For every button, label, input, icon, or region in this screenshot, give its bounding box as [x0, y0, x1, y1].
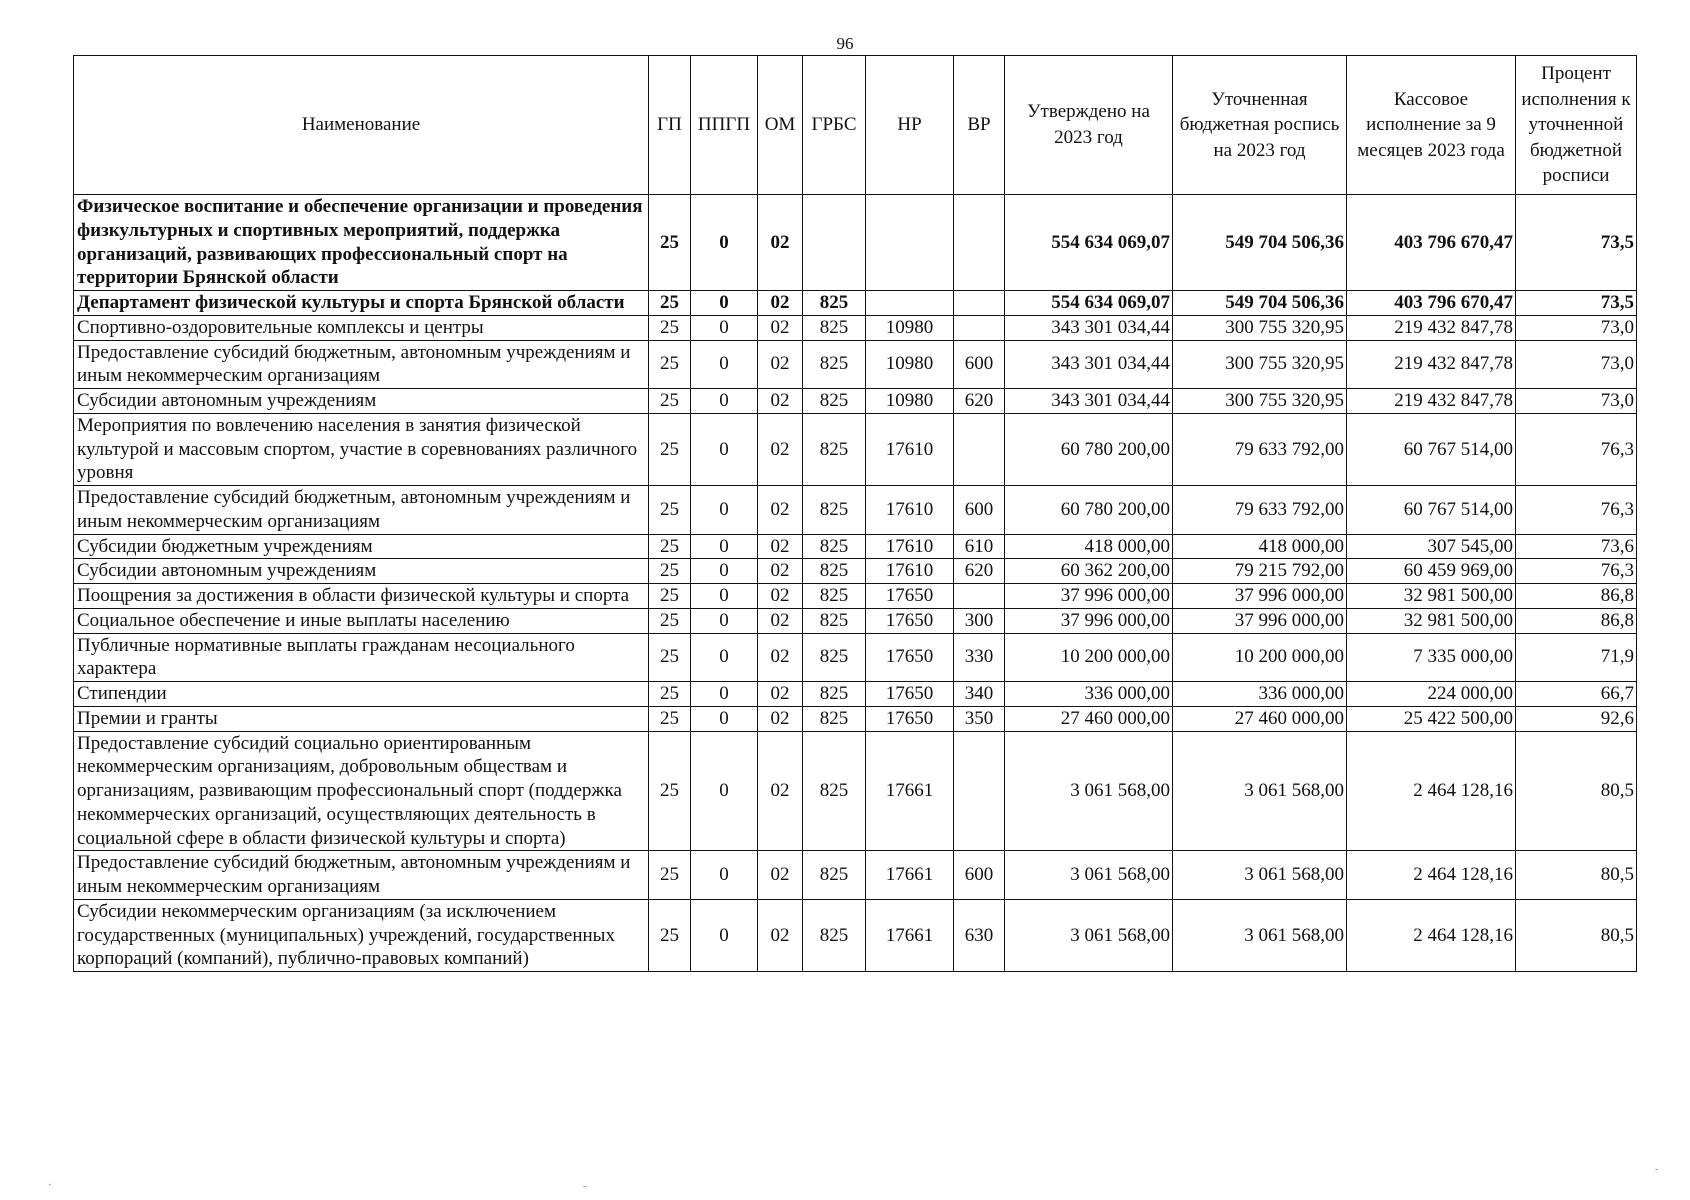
cell-name: Поощрения за достижения в области физической культуры и спорта	[74, 584, 649, 609]
cell-om: 02	[758, 340, 803, 389]
cell-approved: 343 301 034,44	[1005, 315, 1173, 340]
cell-vr: 350	[954, 706, 1005, 731]
budget-table	[73, 55, 1637, 972]
cell-refined: 300 755 320,95	[1173, 389, 1347, 414]
cell-nr: 10980	[866, 340, 954, 389]
cell-percent: 80,5	[1516, 731, 1637, 851]
cell-refined: 3 061 568,00	[1173, 851, 1347, 900]
cell-vr: 340	[954, 682, 1005, 707]
cell-gp: 25	[649, 340, 691, 389]
cell-grbs: 825	[803, 899, 866, 971]
cell-approved: 60 780 200,00	[1005, 486, 1173, 535]
cell-gp: 25	[649, 291, 691, 316]
cell-percent: 73,6	[1516, 534, 1637, 559]
cell-gp: 25	[649, 584, 691, 609]
cell-grbs: 825	[803, 486, 866, 535]
cell-refined: 10 200 000,00	[1173, 633, 1347, 682]
cell-grbs: 825	[803, 682, 866, 707]
cell-percent: 86,8	[1516, 608, 1637, 633]
cell-nr	[866, 291, 954, 316]
cell-ppgp: 0	[691, 389, 758, 414]
cell-ppgp: 0	[691, 195, 758, 291]
table-row	[74, 682, 1637, 707]
cell-percent: 92,6	[1516, 706, 1637, 731]
cell-ppgp: 0	[691, 633, 758, 682]
cell-cash: 403 796 670,47	[1347, 291, 1516, 316]
cell-vr	[954, 315, 1005, 340]
header-gp: ГП	[649, 56, 691, 195]
cell-percent: 71,9	[1516, 633, 1637, 682]
table-row	[74, 706, 1637, 731]
cell-nr: 17650	[866, 584, 954, 609]
header-nr: НР	[866, 56, 954, 195]
cell-cash: 60 767 514,00	[1347, 413, 1516, 485]
cell-grbs: 825	[803, 706, 866, 731]
cell-nr: 17650	[866, 682, 954, 707]
cell-cash: 60 459 969,00	[1347, 559, 1516, 584]
cell-name: Спортивно-оздоровительные комплексы и центры	[74, 315, 649, 340]
cell-vr	[954, 195, 1005, 291]
cell-approved: 60 362 200,00	[1005, 559, 1173, 584]
table-row	[74, 340, 1637, 389]
cell-om: 02	[758, 291, 803, 316]
cell-gp: 25	[649, 899, 691, 971]
cell-refined: 549 704 506,36	[1173, 291, 1347, 316]
cell-gp: 25	[649, 389, 691, 414]
table-row	[74, 559, 1637, 584]
cell-nr: 17610	[866, 534, 954, 559]
table-row	[74, 731, 1637, 851]
cell-vr: 600	[954, 486, 1005, 535]
cell-name: Предоставление субсидий бюджетным, автономным учреждениям и иным некоммерческим организациям	[74, 486, 649, 535]
cell-cash: 219 432 847,78	[1347, 315, 1516, 340]
cell-om: 02	[758, 731, 803, 851]
cell-gp: 25	[649, 315, 691, 340]
cell-cash: 60 767 514,00	[1347, 486, 1516, 535]
cell-vr	[954, 731, 1005, 851]
cell-om: 02	[758, 899, 803, 971]
table-row	[74, 195, 1637, 291]
cell-ppgp: 0	[691, 706, 758, 731]
cell-gp: 25	[649, 633, 691, 682]
cell-vr	[954, 584, 1005, 609]
cell-percent: 76,3	[1516, 559, 1637, 584]
cell-refined: 27 460 000,00	[1173, 706, 1347, 731]
cell-grbs: 825	[803, 633, 866, 682]
table-row	[74, 291, 1637, 316]
cell-nr	[866, 195, 954, 291]
cell-grbs: 825	[803, 389, 866, 414]
cell-name: Публичные нормативные выплаты гражданам несоциального характера	[74, 633, 649, 682]
cell-approved: 37 996 000,00	[1005, 584, 1173, 609]
cell-gp: 25	[649, 195, 691, 291]
cell-percent: 76,3	[1516, 413, 1637, 485]
header-ppgp: ППГП	[691, 56, 758, 195]
cell-vr: 600	[954, 851, 1005, 900]
cell-refined: 79 215 792,00	[1173, 559, 1347, 584]
cell-om: 02	[758, 486, 803, 535]
cell-vr	[954, 291, 1005, 316]
table-row	[74, 413, 1637, 485]
cell-nr: 17650	[866, 706, 954, 731]
cell-cash: 2 464 128,16	[1347, 899, 1516, 971]
cell-percent: 86,8	[1516, 584, 1637, 609]
cell-vr: 630	[954, 899, 1005, 971]
table-row	[74, 899, 1637, 971]
table-body	[74, 195, 1637, 972]
cell-om: 02	[758, 682, 803, 707]
cell-vr: 620	[954, 389, 1005, 414]
cell-percent: 73,5	[1516, 291, 1637, 316]
cell-ppgp: 0	[691, 608, 758, 633]
cell-ppgp: 0	[691, 340, 758, 389]
cell-grbs: 825	[803, 559, 866, 584]
cell-cash: 2 464 128,16	[1347, 851, 1516, 900]
cell-name: Субсидии некоммерческим организациям (за исключением государственных (муниципальных) учреждений, государственных корпораций (компаний), публично-правовых компаний)	[74, 899, 649, 971]
cell-om: 02	[758, 389, 803, 414]
cell-name: Физическое воспитание и обеспечение организации и проведения физкультурных и спортивных мероприятий, поддержка организаций, развивающих профессиональный спорт на территории Брянской области	[74, 195, 649, 291]
table-row	[74, 608, 1637, 633]
cell-refined: 418 000,00	[1173, 534, 1347, 559]
cell-vr: 600	[954, 340, 1005, 389]
header-vr: ВР	[954, 56, 1005, 195]
table-row	[74, 486, 1637, 535]
cell-grbs: 825	[803, 291, 866, 316]
cell-name: Мероприятия по вовлечению населения в занятия физической культурой и массовым спортом, участие в соревнованиях различного уровня	[74, 413, 649, 485]
cell-percent: 66,7	[1516, 682, 1637, 707]
cell-percent: 80,5	[1516, 851, 1637, 900]
cell-refined: 549 704 506,36	[1173, 195, 1347, 291]
cell-om: 02	[758, 195, 803, 291]
cell-nr: 10980	[866, 315, 954, 340]
cell-grbs: 825	[803, 534, 866, 559]
cell-gp: 25	[649, 851, 691, 900]
cell-refined: 336 000,00	[1173, 682, 1347, 707]
cell-nr: 17650	[866, 633, 954, 682]
cell-om: 02	[758, 413, 803, 485]
cell-cash: 403 796 670,47	[1347, 195, 1516, 291]
cell-vr	[954, 413, 1005, 485]
header-cash: Кассовое исполнение за 9 месяцев 2023 года	[1347, 56, 1516, 195]
cell-om: 02	[758, 608, 803, 633]
cell-ppgp: 0	[691, 899, 758, 971]
cell-vr: 610	[954, 534, 1005, 559]
cell-ppgp: 0	[691, 851, 758, 900]
cell-gp: 25	[649, 413, 691, 485]
cell-grbs: 825	[803, 731, 866, 851]
cell-vr: 620	[954, 559, 1005, 584]
cell-ppgp: 0	[691, 486, 758, 535]
cell-cash: 224 000,00	[1347, 682, 1516, 707]
cell-cash: 7 335 000,00	[1347, 633, 1516, 682]
cell-percent: 73,0	[1516, 315, 1637, 340]
cell-grbs: 825	[803, 584, 866, 609]
table-header	[74, 56, 1637, 195]
page-number: 96	[836, 34, 854, 53]
cell-nr: 17610	[866, 559, 954, 584]
cell-percent: 73,5	[1516, 195, 1637, 291]
header-approved: Утверждено на 2023 год	[1005, 56, 1173, 195]
cell-percent: 73,0	[1516, 340, 1637, 389]
cell-cash: 32 981 500,00	[1347, 608, 1516, 633]
cell-om: 02	[758, 633, 803, 682]
cell-grbs: 825	[803, 340, 866, 389]
cell-approved: 37 996 000,00	[1005, 608, 1173, 633]
cell-nr: 17650	[866, 608, 954, 633]
cell-name: Предоставление субсидий бюджетным, автономным учреждениям и иным некоммерческим организациям	[74, 851, 649, 900]
cell-gp: 25	[649, 559, 691, 584]
cell-name: Предоставление субсидий бюджетным, автономным учреждениям и иным некоммерческим организациям	[74, 340, 649, 389]
table-row	[74, 851, 1637, 900]
cell-cash: 2 464 128,16	[1347, 731, 1516, 851]
cell-refined: 79 633 792,00	[1173, 486, 1347, 535]
cell-nr: 17661	[866, 899, 954, 971]
cell-nr: 17610	[866, 486, 954, 535]
cell-grbs: 825	[803, 315, 866, 340]
cell-gp: 25	[649, 731, 691, 851]
cell-ppgp: 0	[691, 559, 758, 584]
cell-grbs: 825	[803, 608, 866, 633]
cell-name: Субсидии автономным учреждениям	[74, 559, 649, 584]
cell-nr: 17661	[866, 851, 954, 900]
cell-refined: 3 061 568,00	[1173, 731, 1347, 851]
cell-approved: 60 780 200,00	[1005, 413, 1173, 485]
header-om: ОМ	[758, 56, 803, 195]
cell-approved: 418 000,00	[1005, 534, 1173, 559]
cell-name: Предоставление субсидий социально ориентированным некоммерческим организациям, добровольным обществам и организациям, развивающим профессиональный спорт (поддержка некоммерческих организаций, осуществляющих деятельность в социальной сфере в области физической культуры и спорта)	[74, 731, 649, 851]
cell-approved: 3 061 568,00	[1005, 851, 1173, 900]
cell-refined: 300 755 320,95	[1173, 340, 1347, 389]
cell-name: Субсидии бюджетным учреждениям	[74, 534, 649, 559]
cell-approved: 3 061 568,00	[1005, 731, 1173, 851]
cell-name: Премии и гранты	[74, 706, 649, 731]
cell-om: 02	[758, 851, 803, 900]
scan-speck: -	[1655, 1164, 1659, 1175]
scan-speck: -	[583, 1181, 587, 1192]
cell-refined: 37 996 000,00	[1173, 608, 1347, 633]
cell-ppgp: 0	[691, 731, 758, 851]
cell-nr: 17661	[866, 731, 954, 851]
cell-vr: 330	[954, 633, 1005, 682]
cell-refined: 37 996 000,00	[1173, 584, 1347, 609]
cell-ppgp: 0	[691, 534, 758, 559]
cell-vr: 300	[954, 608, 1005, 633]
cell-ppgp: 0	[691, 315, 758, 340]
cell-percent: 73,0	[1516, 389, 1637, 414]
cell-cash: 32 981 500,00	[1347, 584, 1516, 609]
cell-cash: 219 432 847,78	[1347, 389, 1516, 414]
cell-gp: 25	[649, 486, 691, 535]
cell-gp: 25	[649, 706, 691, 731]
cell-nr: 10980	[866, 389, 954, 414]
cell-gp: 25	[649, 608, 691, 633]
cell-cash: 219 432 847,78	[1347, 340, 1516, 389]
cell-name: Департамент физической культуры и спорта Брянской области	[74, 291, 649, 316]
table-row	[74, 534, 1637, 559]
cell-nr: 17610	[866, 413, 954, 485]
cell-om: 02	[758, 584, 803, 609]
cell-approved: 10 200 000,00	[1005, 633, 1173, 682]
cell-ppgp: 0	[691, 291, 758, 316]
cell-approved: 554 634 069,07	[1005, 291, 1173, 316]
cell-refined: 300 755 320,95	[1173, 315, 1347, 340]
cell-om: 02	[758, 706, 803, 731]
cell-approved: 336 000,00	[1005, 682, 1173, 707]
header-grbs: ГРБС	[803, 56, 866, 195]
cell-ppgp: 0	[691, 682, 758, 707]
cell-om: 02	[758, 534, 803, 559]
table-row	[74, 584, 1637, 609]
scan-speck: ·	[48, 1180, 52, 1191]
cell-gp: 25	[649, 682, 691, 707]
cell-name: Социальное обеспечение и иные выплаты населению	[74, 608, 649, 633]
cell-gp: 25	[649, 534, 691, 559]
table-row	[74, 389, 1637, 414]
cell-om: 02	[758, 315, 803, 340]
cell-approved: 343 301 034,44	[1005, 389, 1173, 414]
cell-cash: 307 545,00	[1347, 534, 1516, 559]
cell-refined: 79 633 792,00	[1173, 413, 1347, 485]
cell-grbs	[803, 195, 866, 291]
table-row	[74, 315, 1637, 340]
cell-approved: 343 301 034,44	[1005, 340, 1173, 389]
header-name: Наименование	[74, 56, 649, 195]
cell-approved: 3 061 568,00	[1005, 899, 1173, 971]
cell-ppgp: 0	[691, 413, 758, 485]
cell-name: Субсидии автономным учреждениям	[74, 389, 649, 414]
cell-grbs: 825	[803, 413, 866, 485]
header-percent: Процент исполнения к уточненной бюджетной росписи	[1516, 56, 1637, 195]
cell-ppgp: 0	[691, 584, 758, 609]
cell-approved: 27 460 000,00	[1005, 706, 1173, 731]
cell-grbs: 825	[803, 851, 866, 900]
cell-cash: 25 422 500,00	[1347, 706, 1516, 731]
cell-refined: 3 061 568,00	[1173, 899, 1347, 971]
cell-percent: 76,3	[1516, 486, 1637, 535]
table-row	[74, 633, 1637, 682]
cell-approved: 554 634 069,07	[1005, 195, 1173, 291]
header-refined: Уточненная бюджетная роспись на 2023 год	[1173, 56, 1347, 195]
cell-percent: 80,5	[1516, 899, 1637, 971]
cell-om: 02	[758, 559, 803, 584]
cell-name: Стипендии	[74, 682, 649, 707]
